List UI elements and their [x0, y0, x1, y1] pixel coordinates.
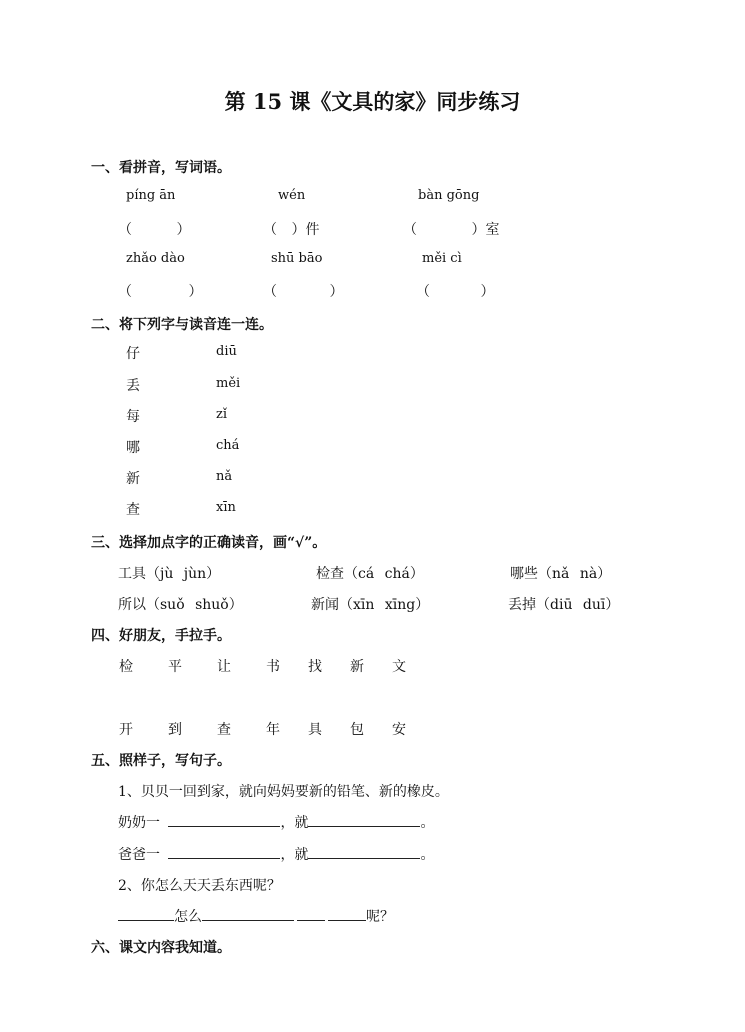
section-heading-2: 二、将下列字与读音连一连。: [91, 317, 273, 333]
answer-blank-2-1[interactable]: （ ）: [118, 284, 203, 300]
pair-top-7[interactable]: 文: [392, 659, 406, 675]
fill-blank[interactable]: [297, 906, 325, 921]
fill-blank[interactable]: [168, 812, 280, 827]
fill-blank[interactable]: [308, 812, 420, 827]
fill-mid-label: 怎么: [174, 909, 202, 925]
fill-sentence-3: [118, 906, 394, 926]
pair-bottom-7[interactable]: 安: [392, 722, 406, 738]
pinyin-1-1: píng ān: [126, 188, 176, 203]
choose-item-1-1[interactable]: 工具（jù jùn）: [118, 566, 221, 582]
match-char-3[interactable]: 每: [126, 409, 140, 425]
pair-bottom-6[interactable]: 包: [350, 722, 364, 738]
answer-blank-2-3[interactable]: （ ）: [416, 284, 495, 300]
fill-blank[interactable]: [118, 906, 174, 921]
fill-end-label: 。: [420, 847, 435, 863]
answer-blank-1-2[interactable]: （ ）件: [263, 222, 320, 238]
match-reading-5[interactable]: nǎ: [216, 469, 233, 484]
match-char-6[interactable]: 查: [126, 502, 140, 518]
match-reading-6[interactable]: xīn: [216, 500, 236, 515]
answer-blank-2-2[interactable]: （ ）: [263, 284, 344, 300]
section-heading-1: 一、看拼音，写词语。: [91, 160, 231, 176]
fill-mid-label: ，就: [280, 815, 309, 831]
answer-blank-1-3[interactable]: （ ）室: [403, 222, 500, 238]
choose-item-2-3[interactable]: 丢掉（diū duī）: [508, 597, 620, 613]
match-reading-2[interactable]: měi: [216, 376, 241, 391]
match-reading-3[interactable]: zǐ: [216, 407, 228, 422]
fill-start-label: 奶奶一: [118, 815, 160, 831]
page-title: 第 15 课《文具的家》同步练习: [224, 89, 521, 114]
pair-bottom-5[interactable]: 具: [308, 722, 322, 738]
fill-blank[interactable]: [202, 906, 294, 921]
fill-mid-label: ，就: [280, 847, 309, 863]
fill-blank[interactable]: [308, 844, 420, 859]
choose-item-2-2[interactable]: 新闻（xīn xīng）: [311, 597, 430, 613]
pinyin-2-1: zhǎo dào: [126, 251, 185, 266]
match-reading-4[interactable]: chá: [216, 438, 240, 453]
fill-sentence-1: [118, 812, 434, 832]
answer-blank-1-1[interactable]: （ ）: [118, 222, 191, 238]
pinyin-2-3: měi cì: [422, 251, 462, 266]
fill-blank[interactable]: [168, 844, 280, 859]
pair-bottom-2[interactable]: 到: [168, 722, 182, 738]
pair-top-4[interactable]: 书: [266, 659, 280, 675]
example-sentence-2: 2、你怎么天天丢东西呢？: [118, 878, 281, 894]
section-heading-4: 四、好朋友，手拉手。: [91, 628, 231, 644]
fill-start-label: 爸爸一: [118, 847, 160, 863]
pair-top-2[interactable]: 平: [168, 659, 182, 675]
pair-bottom-4[interactable]: 年: [266, 722, 280, 738]
example-sentence-1: 1、贝贝一回到家，就向妈妈要新的铅笔、新的橡皮。: [118, 784, 449, 800]
pair-bottom-3[interactable]: 查: [217, 722, 231, 738]
pair-bottom-1[interactable]: 开: [119, 722, 133, 738]
pinyin-1-3: bàn gōng: [418, 188, 480, 203]
pair-top-5[interactable]: 找: [308, 659, 322, 675]
fill-end-label: 呢？: [366, 909, 394, 925]
pair-top-6[interactable]: 新: [350, 659, 364, 675]
choose-item-2-1[interactable]: 所以（suǒ shuǒ）: [118, 597, 243, 613]
match-reading-1[interactable]: diū: [216, 344, 237, 359]
section-heading-3: 三、选择加点字的正确读音，画“√”。: [91, 535, 327, 551]
section-heading-6: 六、课文内容我知道。: [91, 940, 231, 956]
pinyin-1-2: wén: [278, 188, 306, 203]
fill-blank[interactable]: [328, 906, 366, 921]
fill-sentence-2: [118, 844, 434, 864]
choose-item-1-3[interactable]: 哪些（nǎ nà）: [510, 566, 612, 582]
section-heading-5: 五、照样子，写句子。: [91, 753, 231, 769]
pair-top-3[interactable]: 让: [217, 659, 231, 675]
match-char-5[interactable]: 新: [126, 471, 140, 487]
match-char-4[interactable]: 哪: [126, 440, 140, 456]
fill-end-label: 。: [420, 815, 435, 831]
pinyin-2-2: shū bāo: [271, 251, 323, 266]
choose-item-1-2[interactable]: 检查（cá chá）: [316, 566, 424, 582]
pair-top-1[interactable]: 检: [119, 659, 133, 675]
match-char-1[interactable]: 仔: [126, 346, 140, 362]
match-char-2[interactable]: 丢: [126, 378, 140, 394]
